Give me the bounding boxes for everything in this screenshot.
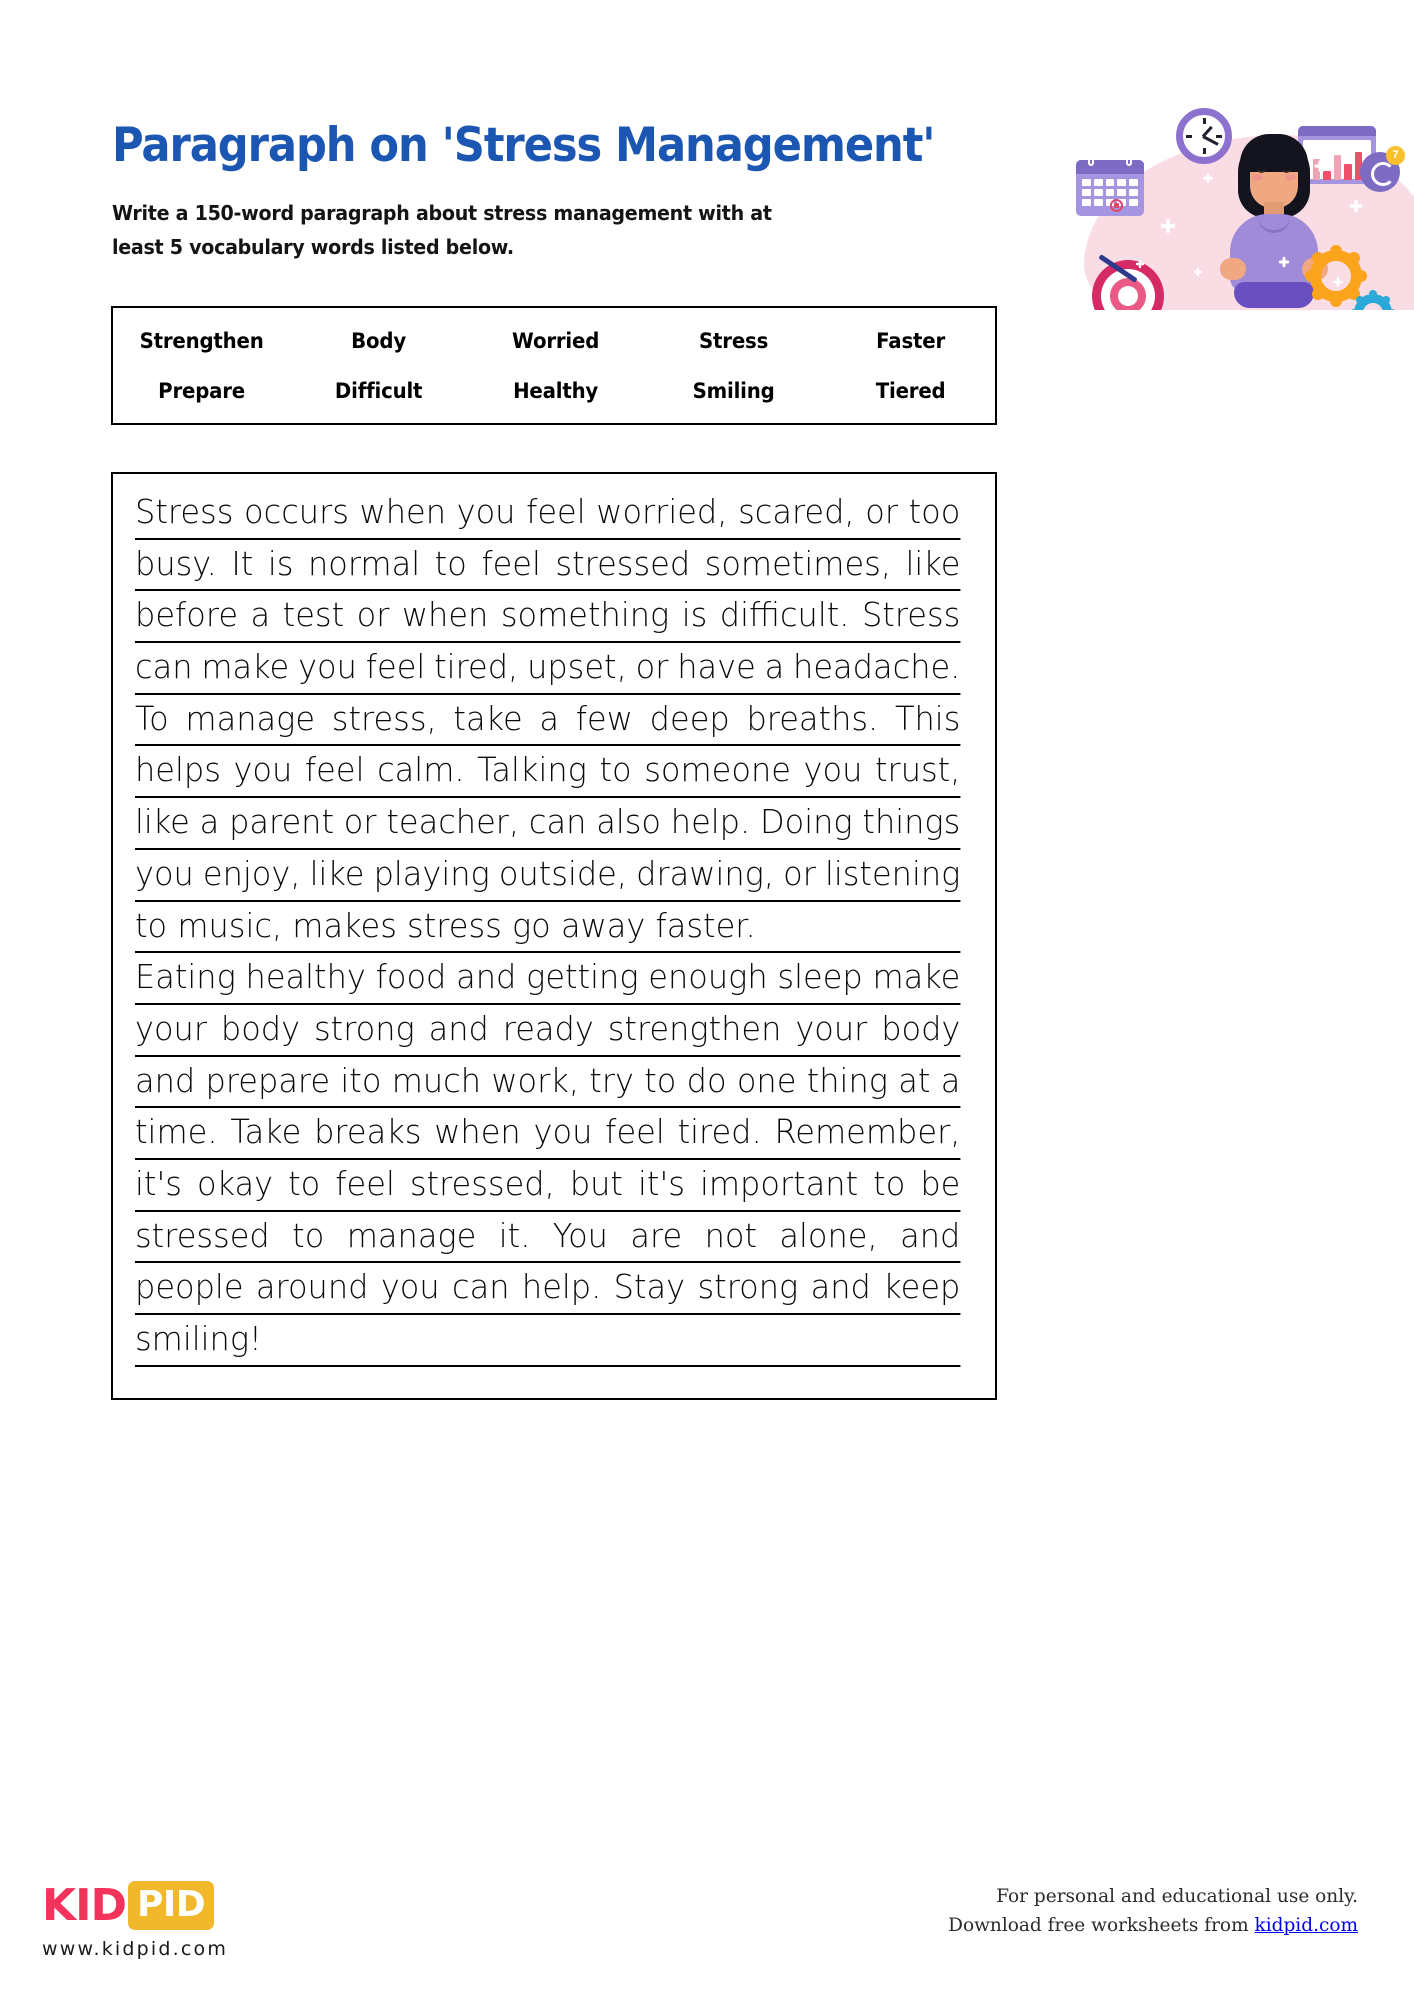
vocabulary-word: Difficult (335, 379, 423, 403)
sparkle-icon (1315, 161, 1325, 171)
kidpid-logo (42, 1878, 214, 1932)
notification-badge-icon (1360, 149, 1400, 192)
page-title: Paragraph on 'Stress Management' (112, 118, 935, 173)
gear-icon-orange (1310, 250, 1362, 302)
footer-usage-note (948, 1882, 1358, 1940)
answer-line: time. Take breaks when you feel tired. Remember, (135, 1108, 960, 1160)
vocabulary-row-2 (113, 379, 999, 403)
vocabulary-word: Stress (698, 329, 768, 353)
header-illustration (1014, 80, 1414, 310)
answer-line: and prepare ito much work, try to do one thing at a (135, 1057, 960, 1109)
calendar-header-bar (1076, 160, 1144, 174)
site-url: www.kidpid.com (42, 1938, 229, 1960)
sparkle-icon (1162, 220, 1174, 232)
sparkle-icon (1194, 268, 1201, 275)
sparkle-icon (1351, 201, 1362, 212)
answer-line: helps you feel calm. Talking to someone you trust, (135, 746, 960, 798)
worksheet-header (0, 0, 1414, 300)
answer-line: people around you can help. Stay strong and keep (135, 1263, 960, 1315)
vocabulary-word: Faster (875, 329, 945, 353)
vocabulary-word: Prepare (158, 379, 246, 403)
answer-writing-box[interactable] (111, 472, 997, 1400)
vocabulary-word: Healthy (513, 379, 599, 403)
footer-note-line-2 (948, 1911, 1358, 1940)
kidpid-link[interactable]: kidpid.com (1254, 1915, 1358, 1936)
answer-line: smiling! (135, 1315, 960, 1367)
answer-line: Eating healthy food and getting enough sleep make (135, 953, 960, 1005)
answer-line: busy. It is normal to feel stressed sometimes, like (135, 540, 960, 592)
footer-note-prefix: Download free worksheets from (948, 1915, 1255, 1936)
calendar-ring-right (1126, 155, 1132, 166)
logo-kid-text: KID (42, 1879, 126, 1931)
answer-line: to music, makes stress go away faster. (135, 902, 960, 954)
sparkle-icon (1334, 278, 1342, 286)
answer-line: Stress occurs when you feel worried, scared, or too (135, 488, 960, 540)
sparkle-icon (1136, 260, 1143, 267)
calendar-ring-left (1088, 155, 1094, 166)
answer-line: like a parent or teacher, can also help. Doing things (135, 798, 960, 850)
vocabulary-word: Tiered (875, 379, 946, 403)
sparkle-icon (1204, 174, 1212, 182)
vocabulary-word-box (111, 306, 997, 425)
vocabulary-word: Smiling (692, 379, 775, 403)
vocabulary-row-1 (113, 329, 999, 353)
logo-pid-text: PID (128, 1881, 214, 1930)
worksheet-footer (0, 1860, 1414, 2000)
calendar-marked-day (1110, 199, 1123, 212)
vocabulary-word: Body (351, 329, 407, 353)
answer-line: your body strong and ready strengthen your body (135, 1005, 960, 1057)
notification-count: 7 (1386, 146, 1405, 165)
answer-line: can make you feel tired, upset, or have a headache. (135, 643, 960, 695)
instructions-text: Write a 150-word paragraph about stress management with at least 5 vocabulary words listed below. (112, 201, 772, 259)
answer-line: it's okay to feel stressed, but it's important to be (135, 1160, 960, 1212)
answer-line: before a test or when something is difficult. Stress (135, 591, 960, 643)
vocabulary-word: Strengthen (139, 329, 264, 353)
footer-note-line-1: For personal and educational use only. (996, 1886, 1358, 1907)
answer-line: you enjoy, like playing outside, drawing, or listening (135, 850, 960, 902)
handwritten-answer-text[interactable] (135, 488, 973, 1367)
answer-line: To manage stress, take a few deep breaths. This (135, 695, 960, 747)
sparkle-icon (1280, 258, 1289, 267)
vocabulary-word: Worried (512, 329, 600, 353)
calendar-icon (1076, 160, 1144, 216)
answer-line: stressed to manage it. You are not alone, and (135, 1212, 960, 1264)
